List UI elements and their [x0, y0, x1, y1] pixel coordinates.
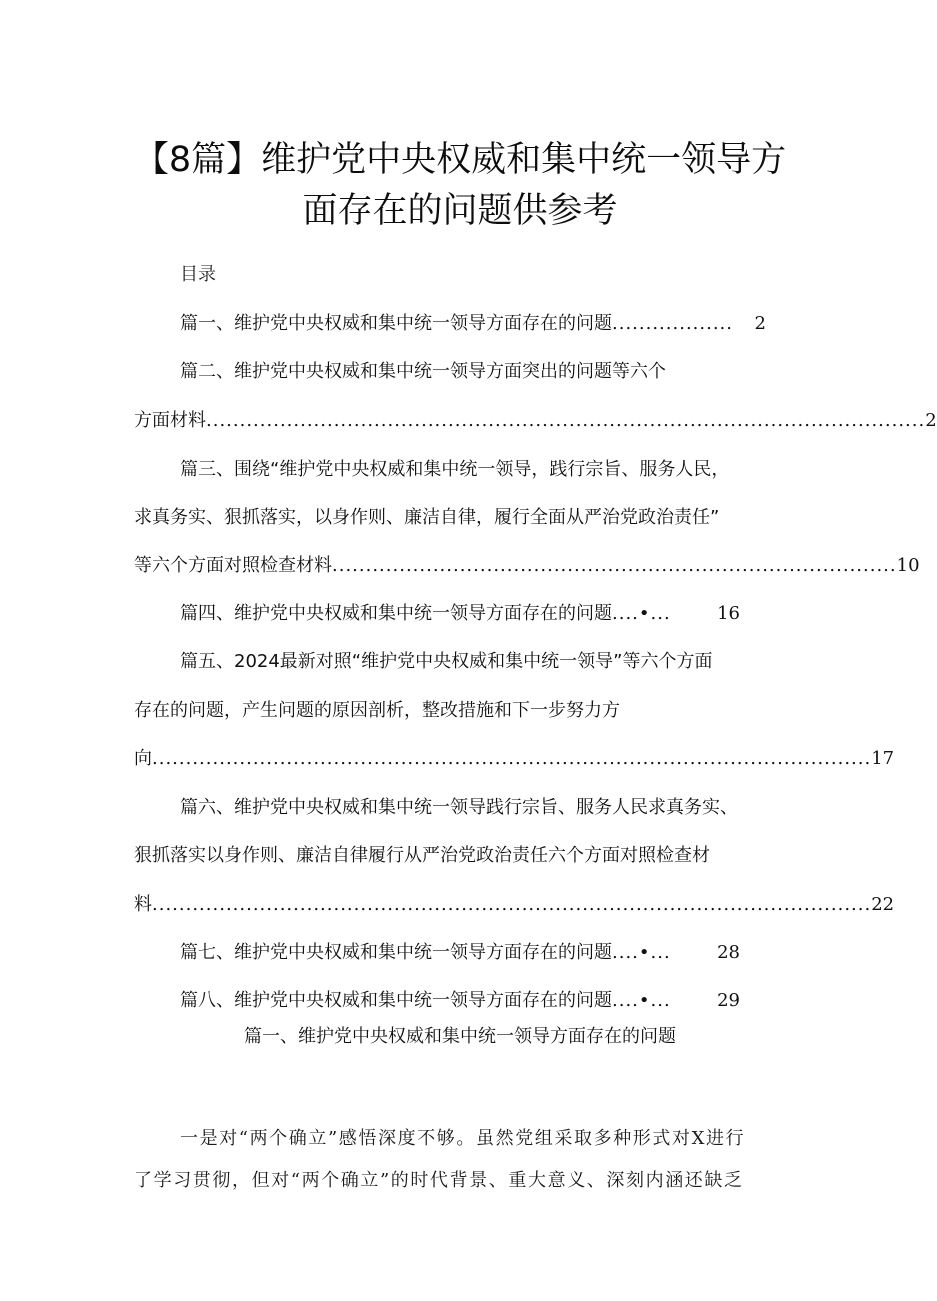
- toc-entry-5[interactable]: [134, 746, 895, 772]
- toc-entry-1[interactable]: [180, 311, 766, 337]
- toc-entry-title: 篇四、维护党中央权威和集中统一领导方面存在的问题: [180, 603, 612, 624]
- toc-page-number: 22: [871, 894, 895, 915]
- toc-leader: ....................................................................................: [332, 555, 897, 576]
- toc-entry-6-line-2[interactable]: 狠抓落实以身作则、廉洁自律履行从严治党政治责任六个方面对照检查材: [134, 845, 710, 866]
- toc-entry-6-line-1[interactable]: 篇六、维护党中央权威和集中统一领导践行宗旨、服务人民求真务实、: [180, 797, 738, 818]
- toc-page-number: 17: [871, 748, 895, 769]
- toc-leader: ....•...: [612, 942, 671, 963]
- toc-leader: ....•...: [612, 603, 671, 624]
- toc-page-number: 10: [896, 555, 920, 576]
- body-paragraph-line-1: 一是对“两个确立”感悟深度不够。虽然党组采取多种形式对X进行: [180, 1128, 746, 1149]
- toc-entry-title: 等六个方面对照检查材料: [134, 555, 332, 576]
- toc-entry-title: 篇八、维护党中央权威和集中统一领导方面存在的问题: [180, 990, 612, 1011]
- toc-entry-title: 方面材料: [134, 410, 206, 431]
- toc-entry-8[interactable]: [180, 988, 740, 1014]
- body-paragraph-line-2: 了学习贯彻，但对“两个确立”的时代背景、重大意义、深刻内涵还缺乏: [134, 1170, 744, 1191]
- toc-page-number: 2: [925, 410, 937, 431]
- document-title-line-1: 【8篇】维护党中央权威和集中统一领导方: [133, 140, 787, 180]
- toc-label: 目录: [180, 264, 216, 285]
- toc-entry-3-line-1[interactable]: 篇三、围绕“维护党中央权威和集中统一领导，践行宗旨、服务人民，: [180, 459, 730, 480]
- toc-entry-4[interactable]: [180, 601, 740, 627]
- toc-leader: ..................: [612, 313, 733, 334]
- toc-entry-5-line-1[interactable]: 篇五、2024最新对照“维护党中央权威和集中统一领导”等六个方面: [180, 651, 713, 672]
- toc-entry-title: 篇七、维护党中央权威和集中统一领导方面存在的问题: [180, 942, 612, 963]
- toc-leader: ...........................................................................................................: [152, 748, 872, 769]
- toc-entry-title: 篇一、维护党中央权威和集中统一领导方面存在的问题: [180, 313, 612, 334]
- document-title-line-2: 面存在的问题供参考: [302, 191, 618, 231]
- toc-page-number: 28: [717, 942, 740, 963]
- toc-entry-title: 向: [134, 748, 152, 769]
- toc-page-number: 16: [717, 603, 740, 624]
- toc-leader: ...........................................................................................................: [152, 894, 872, 915]
- section-heading: 篇一、维护党中央权威和集中统一领导方面存在的问题: [244, 1026, 676, 1047]
- toc-page-number: 29: [717, 990, 740, 1011]
- toc-entry-2[interactable]: [134, 408, 937, 434]
- toc-entry-7[interactable]: [180, 940, 740, 966]
- toc-entry-title: 料: [134, 894, 152, 915]
- toc-entry-2-line-1[interactable]: 篇二、维护党中央权威和集中统一领导方面突出的问题等六个: [180, 361, 666, 382]
- toc-entry-5-line-2[interactable]: 存在的问题，产生问题的原因剖析，整改措施和下一步努力方: [134, 700, 620, 721]
- toc-page-number: 2: [754, 313, 766, 334]
- toc-leader: ...........................................................................................................: [206, 410, 926, 431]
- toc-entry-6[interactable]: [134, 892, 895, 918]
- toc-entry-3[interactable]: [134, 553, 920, 579]
- toc-entry-3-line-2[interactable]: 求真务实、狠抓落实，以身作则、廉洁自律，履行全面从严治党政治责任”: [134, 507, 720, 528]
- toc-leader: ....•...: [612, 990, 671, 1011]
